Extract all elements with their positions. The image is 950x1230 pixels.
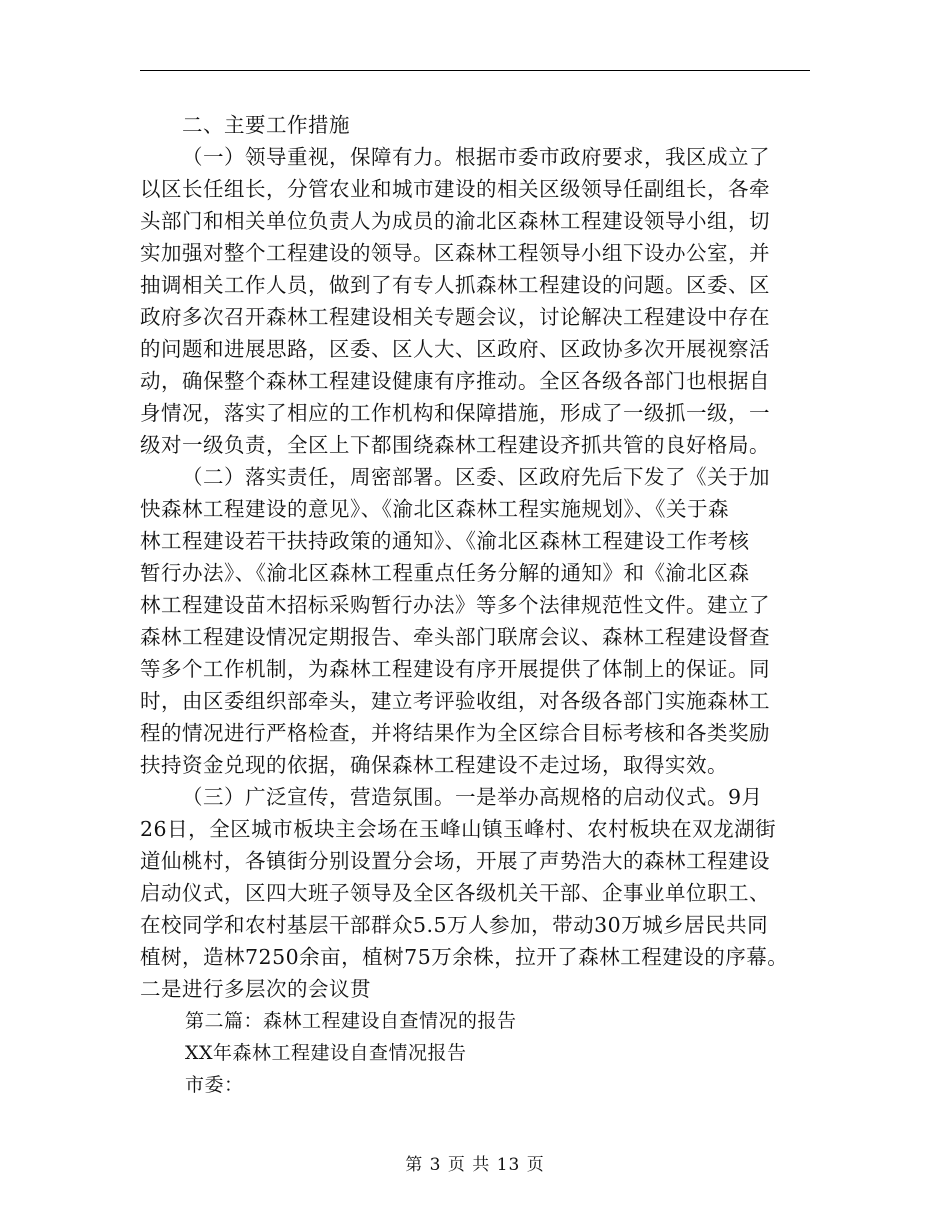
paragraph-line: 道仙桃村，各镇街分别设置分会场，开展了声势浩大的森林工程建设 bbox=[140, 849, 770, 873]
header-rule bbox=[140, 70, 810, 71]
paragraph-line: 抽调相关工作人员，做到了有专人抓森林工程建设的问题。区委、区 bbox=[140, 273, 770, 297]
paragraph-line: 在校同学和农村基层干部群众5.5万人参加，带动30万城乡居民共同 bbox=[140, 913, 769, 937]
paragraph-line: 身情况，落实了相应的工作机构和保障措施，形成了一级抓一级，一 bbox=[140, 401, 770, 425]
paragraph-line: 时，由区委组织部牵头，建立考评验收组，对各级各部门实施森林工 bbox=[140, 689, 770, 713]
paragraph-line: 的问题和进展思路，区委、区人大、区政府、区政协多次开展视察活 bbox=[140, 337, 770, 361]
paragraph-line: （一）领导重视，保障有力。根据市委市政府要求，我区成立了 bbox=[182, 145, 770, 169]
paragraph-line: 以区长任组长，分管农业和城市建设的相关区级领导任副组长，各牵 bbox=[140, 177, 770, 201]
paragraph-line: （二）落实责任，周密部署。区委、区政府先后下发了《关于加 bbox=[182, 465, 770, 489]
paragraph-line: 级对一级负责，全区上下都围绕森林工程建设齐抓共管的良好格局。 bbox=[140, 433, 770, 457]
page-number-footer: 第 3 页 共 13 页 bbox=[405, 1155, 545, 1175]
paragraph-line: 头部门和相关单位负责人为成员的渝北区森林工程建设领导小组，切 bbox=[140, 209, 770, 233]
second-part-subtitle: XX年森林工程建设自查情况报告 bbox=[185, 1042, 467, 1064]
paragraph-line: 扶持资金兑现的依据，确保森林工程建设不走过场，取得实效。 bbox=[140, 753, 728, 777]
paragraph-2 bbox=[140, 461, 805, 781]
paragraph-line: 林工程建设若干扶持政策的通知》、《渝北区森林工程建设工作考核 bbox=[140, 529, 750, 553]
paragraph-line: 快森林工程建设的意见》、《渝北区森林工程实施规划》、《关于森 bbox=[140, 497, 729, 521]
section-heading: 二、主要工作措施 bbox=[182, 113, 350, 137]
paragraph-line: 暂行办法》、《渝北区森林工程重点任务分解的通知》和《渝北区森 bbox=[140, 561, 750, 585]
paragraph-line: 启动仪式，区四大班子领导及全区各级机关干部、企事业单位职工、 bbox=[140, 881, 770, 905]
paragraph-line: 植树，造林7250余亩，植树75万余株，拉开了森林工程建设的序幕。 bbox=[140, 945, 789, 969]
paragraph-line: 实加强对整个工程建设的领导。区森林工程领导小组下设办公室，并 bbox=[140, 241, 770, 265]
second-part-title: 第二篇：森林工程建设自查情况的报告 bbox=[185, 1010, 517, 1032]
paragraph-1 bbox=[140, 141, 805, 461]
paragraph-line: （三）广泛宣传，营造氛围。一是举办高规格的启动仪式。9月 bbox=[182, 785, 763, 809]
paragraph-line: 林工程建设苗木招标采购暂行办法》等多个法律规范性文件。建立了 bbox=[140, 593, 770, 617]
paragraph-line: 程的情况进行严格检查，并将结果作为全区综合目标考核和各类奖励 bbox=[140, 721, 770, 745]
document-body bbox=[140, 109, 805, 1101]
paragraph-line: 政府多次召开森林工程建设相关专题会议，讨论解决工程建设中存在 bbox=[140, 305, 770, 329]
paragraph-line: 等多个工作机制，为森林工程建设有序开展提供了体制上的保证。同 bbox=[140, 657, 770, 681]
paragraph-line: 26日，全区城市板块主会场在玉峰山镇玉峰村、农村板块在双龙湖街 bbox=[140, 817, 777, 841]
paragraph-line: 森林工程建设情况定期报告、牵头部门联席会议、森林工程建设督查 bbox=[140, 625, 770, 649]
paragraph-line: 二是进行多层次的会议贯 bbox=[140, 977, 371, 1001]
paragraph-line: 动，确保整个森林工程建设健康有序推动。全区各级各部门也根据自 bbox=[140, 369, 770, 393]
paragraph-3 bbox=[140, 781, 805, 1005]
second-part-salutation: 市委： bbox=[185, 1074, 244, 1096]
